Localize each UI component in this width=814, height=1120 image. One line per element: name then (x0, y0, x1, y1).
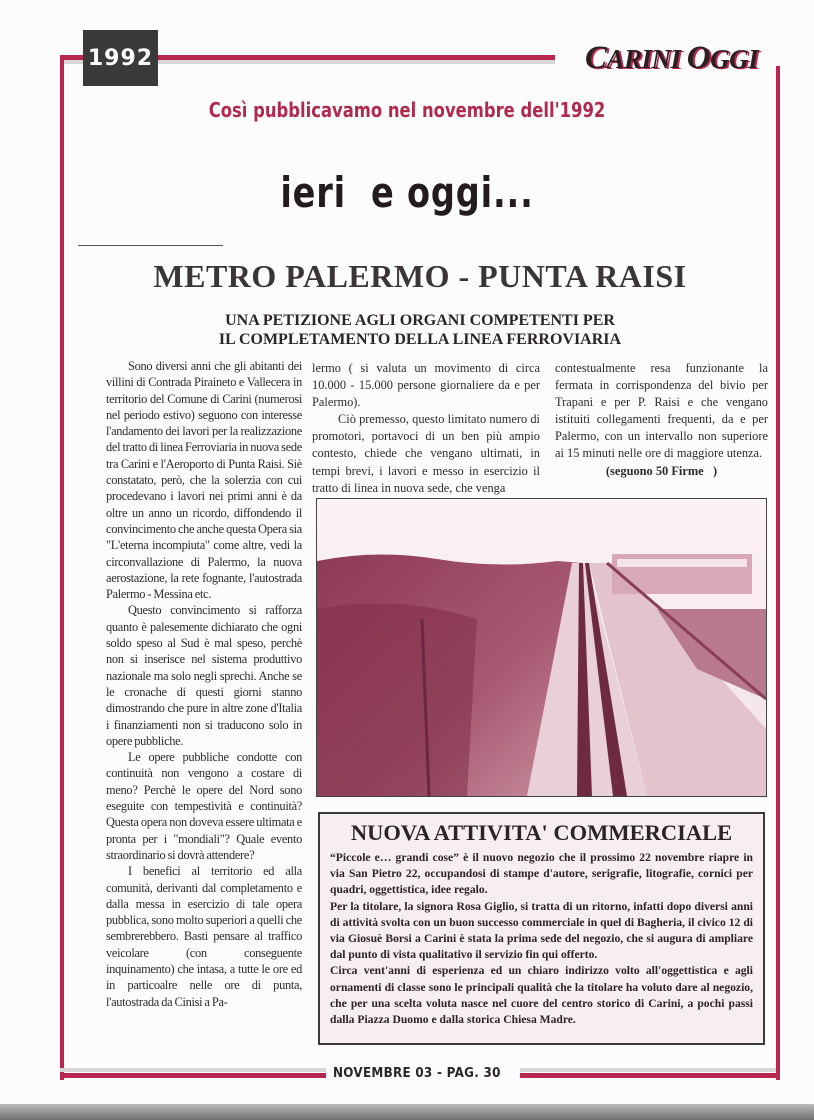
section-title: ieri e oggi... (280, 168, 534, 217)
railway-photo (316, 498, 767, 797)
article-column-1 (106, 358, 302, 1010)
frame-bottom-line-left (60, 1073, 326, 1078)
article-subheadline: UNA PETIZIONE AGLI ORGANI COMPETENTI PER IL COMPLETAMENTO DELLA LINEA FERROVIARIA (218, 312, 622, 348)
frame-bottom-shadow-right (520, 1068, 776, 1072)
frame-bottom-line-right (520, 1073, 780, 1078)
article-paragraph: Ciò premesso, questo limitato numero di promotori, portavoci di un ben più ampio contesto, chiede che vengano ultimati, in tempi brevi, i lavori e messo in esercizio il tratto di linea in nuova sede, che venga (312, 412, 540, 495)
box-paragraph: “Piccole e… grandi cose” è il nuovo negozio che il prossimo 22 novembre riapre in via San Pietro 22, occupandosi di stampe d'autore, serigrafie, litografie, cornici per quadri, oggettistica, idee regalo. (330, 851, 753, 897)
box-title: NUOVA ATTIVITA' COMMERCIALE (350, 820, 733, 845)
scan-edge (0, 1104, 814, 1120)
frame-bottom-shadow-left (60, 1068, 326, 1072)
article-paragraph: Questo convincimento si rafforza quanto è palesemente dichiarato che ogni soldo speso al Sud è mal speso, perchè non si inserisce nel sistema produttivo nazionale ma solo negli sprechi. Anche se le cronache di questi giorni stanno dimostrando che pure in altre zone d'Italia i finanziamenti non si traducono solo in opere pubbliche. (106, 603, 302, 748)
article-paragraph: Sono diversi anni che gli abitanti dei villini di Contrada Piraineto e Vallecera in territorio del Comune di Carini (numerosi nel periodo estivo) seguono con interesse l'andamento dei lavori per la realizzazione del tratto di linea Ferroviaria in nuova sede tra Carini e l'Aeroporto di Punta Raisi. Siè constatato, però, che la solerzia con cui procedevano i lavori nei primi anni è da oltre un anno un ricordo, diffondendo il convincimento che anche questa Opera sia "L'eterna incompiuta" come altre, vedi la circonvallazione di Palermo, la nuova aerostazione, la rete fognante, l'autostrada Palermo - Messina etc. (106, 359, 302, 602)
article-column-2 (312, 360, 540, 497)
signatures-note: (seguono 50 Firme ) (605, 463, 718, 478)
article-paragraph: I benefici al territorio ed alla comunità, derivanti dal completamento e dalla messa in esercizio di tale opera pubblica, sono molto superiori a quelli che sembrerebbero. Basti pensare al traffico veicolare (con conseguente inquinamento) che intasa, a tutte le ore ed in particoalre nelle ore di punta, l'autostrada da Cinisi a Pa- (106, 864, 302, 1009)
frame-left-line (60, 55, 64, 1080)
divider (78, 245, 223, 246)
box-body (330, 850, 753, 1028)
article-paragraph: Le opere pubbliche condotte con continuità non vengono a costare di meno? Perchè le opere del Nord sono eseguite con tempestività e continuità? Questa opera non doveva essere ultimata e pronta per i "mondiali"? Quale evento straordinario si dovrà attendere? (106, 750, 302, 862)
commercial-news-box (318, 812, 765, 1045)
article-column-3 (555, 360, 768, 480)
box-paragraph: Circa vent'anni di esperienza ed un chiaro indirizzo volto all'oggettistica e agli ornamenti di classe sono le principali qualità che la titolare ha voluto dare al negozio, che per una scelta voluta nasce nel cuore del centro storico di Carini, a pochi passi dalla Piazza Duomo e dalla storica Chiesa Madre. (330, 964, 753, 1027)
article-paragraph: lermo ( si valuta un movimento di circa 10.000 - 15.000 persone giornaliere da e per Palermo). (312, 361, 540, 410)
year-badge: 1992 (83, 30, 158, 86)
page-footer: NOVEMBRE 03 - PAG. 30 (333, 1066, 501, 1081)
article-headline: METRO PALERMO - PUNTA RAISI (153, 258, 687, 294)
masthead-logo: CARINI OGGI (585, 40, 759, 76)
kicker: Così pubblicavamo nel novembre dell'1992 (208, 98, 606, 122)
frame-right-line (776, 66, 780, 1080)
article-paragraph: contestualmente resa funzionante la fermata in corrispondenza del bivio per Trapani e per P. Raisi e che vengano istituiti collegamenti frequenti, da e per Palermo, con un intervallo non superiore ai 15 minuti nelle ore di maggiore utenza. (555, 361, 768, 461)
box-paragraph: Per la titolare, la signora Rosa Giglio, si tratta di un ritorno, infatti dopo diversi anni di attività svolta con un buon successo commerciale in quel di Bagheria, il civico 12 di via Giosuè Borsi a Carini è stata la prima sede del negozio, che si augura di ampliare dal punto di vista qualitativo il servizio fin qui offerto. (330, 899, 753, 962)
